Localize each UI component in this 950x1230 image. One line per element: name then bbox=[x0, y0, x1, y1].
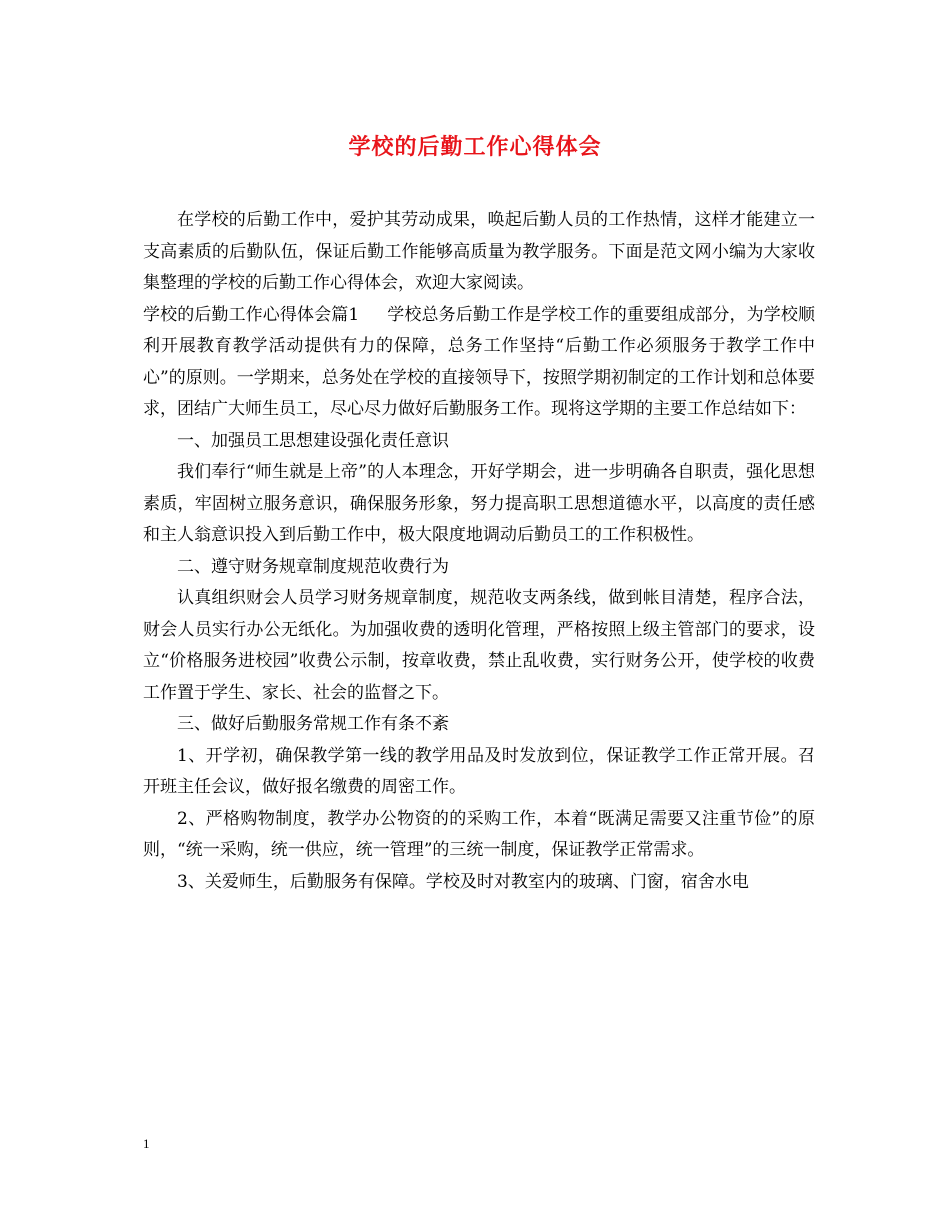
section-paragraph bbox=[143, 300, 815, 426]
list-item-3: 3、关爱师生，后勤服务有保障。学校及时对教室内的玻璃、门窗，宿舍水电 bbox=[177, 871, 749, 892]
list-item-1: 1、开学初，确保教学第一线的教学用品及时发放到位，保证教学工作正常开展。召开班主任会议，做好报名缴费的周密工作。 bbox=[143, 745, 815, 797]
list-item-2: 2、严格购物制度，教学办公物资的的采购工作，本着“既满足需要又注重节俭”的原则，“统一采购，统一供应，统一管理”的三统一制度，保证教学正常需求。 bbox=[143, 808, 815, 860]
paragraph-2: 认真组织财会人员学习财务规章制度，规范收支两条线，做到帐目清楚，程序合法，财会人员实行办公无纸化。为加强收费的透明化管理，严格按照上级主管部门的要求，设立“价格服务进校园”收费公示制，按章收费，禁止乱收费，实行财务公开，使学校的收费工作置于学生、家长、社会的监督之下。 bbox=[143, 588, 815, 703]
section-heading-2: 二、遵守财务规章制度规范收费行为 bbox=[177, 556, 449, 577]
section-label: 学校的后勤工作心得体会篇1 bbox=[143, 304, 360, 325]
document-body bbox=[143, 205, 815, 898]
section-first-text: 学校总务后勤工作是学校工作的重要组成部分，为学校顺利开展教育教学活动提供有力的保障，总务工作坚持“后勤工作必须服务于教学工作中心”的原则。一学期来，总务处在学校的直接领导下，按照学期初制定的工作计划和总体要求，团结广大师生员工，尽心尽力做好后勤服务工作。现将这学期的主要工作总结如下： bbox=[143, 304, 815, 419]
section-heading-1: 一、加强员工思想建设强化责任意识 bbox=[177, 430, 449, 451]
section-heading-3: 三、做好后勤服务常规工作有条不紊 bbox=[177, 714, 449, 734]
paragraph-1: 我们奉行“师生就是上帝”的人本理念，开好学期会，进一步明确各自职责，强化思想素质，牢固树立服务意识，确保服务形象，努力提高职工思想道德水平，以高度的责任感和主人翁意识投入到后勤工作中，极大限度地调动后勤员工的工作积极性。 bbox=[143, 462, 815, 545]
intro-paragraph: 在学校的后勤工作中，爱护其劳动成果，唤起后勤人员的工作热情，这样才能建立一支高素质的后勤队伍，保证后勤工作能够高质量为教学服务。下面是范文网小编为大家收集整理的学校的后勤工作心得体会，欢迎大家阅读。 bbox=[143, 210, 815, 293]
document-title: 学校的后勤工作心得体会 bbox=[348, 134, 602, 160]
page-number: 1 bbox=[143, 1136, 150, 1151]
